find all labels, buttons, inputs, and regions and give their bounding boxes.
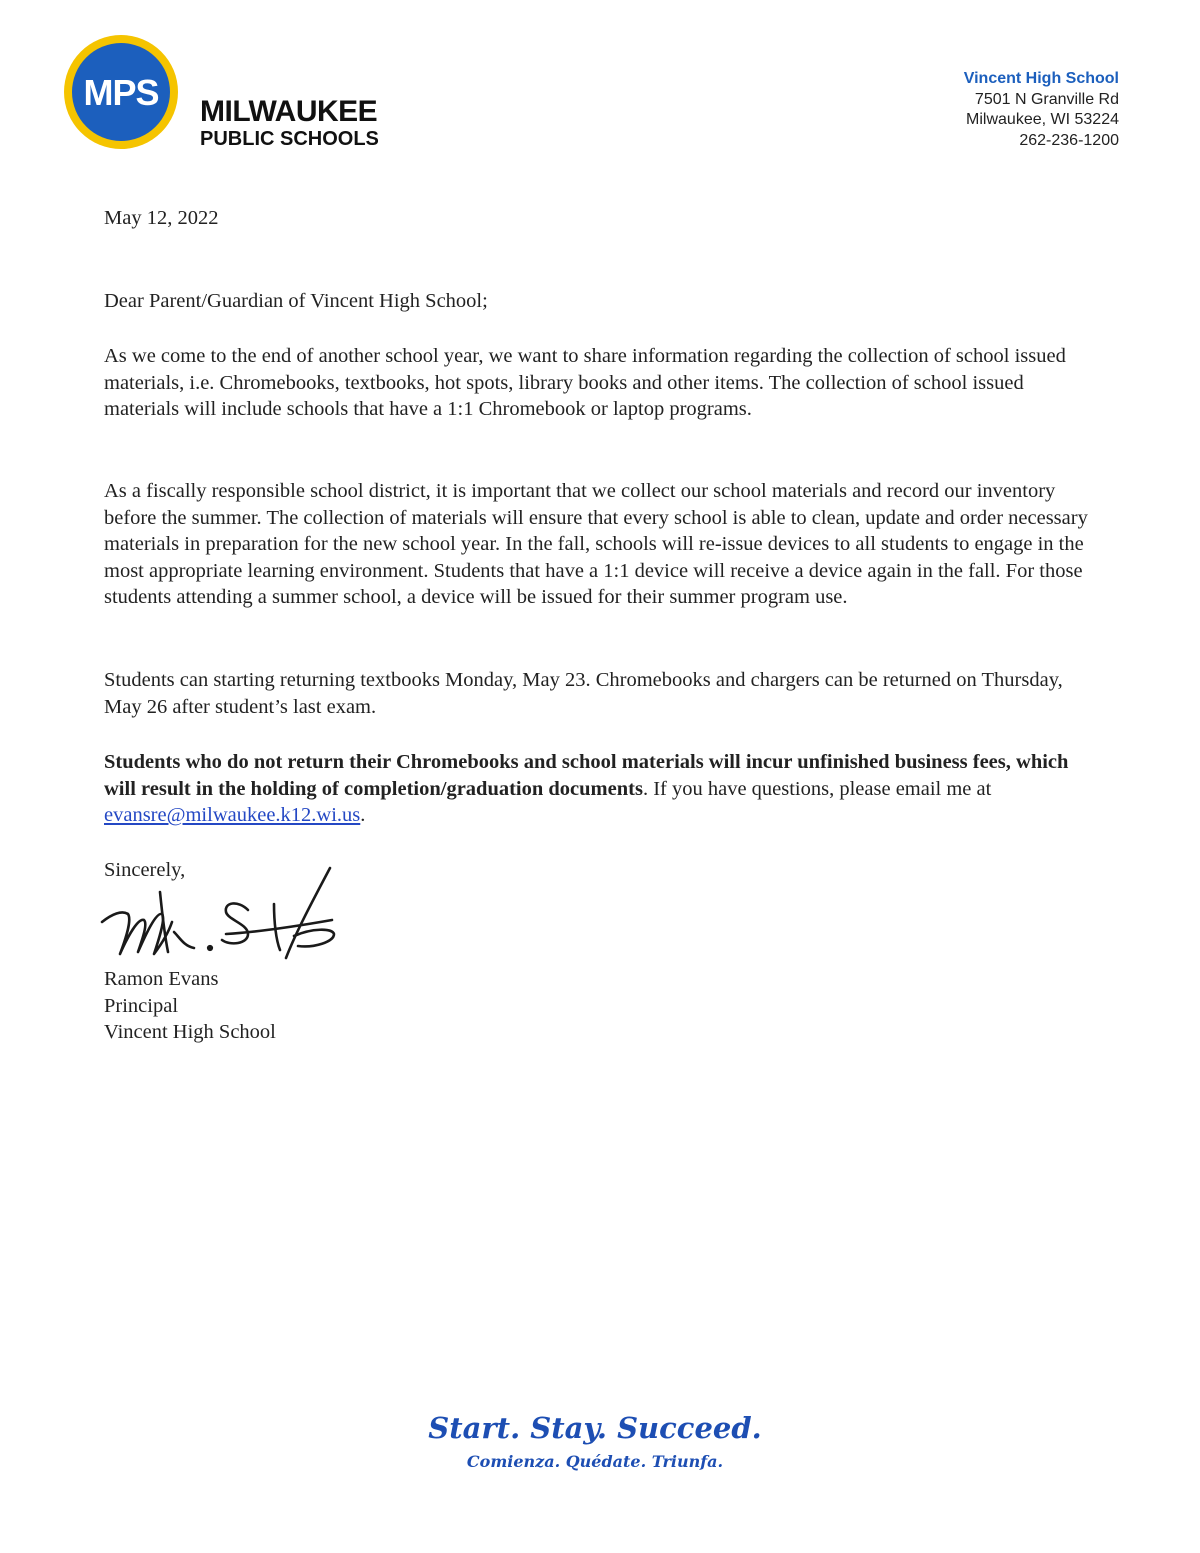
letter-closing: Sincerely, bbox=[104, 859, 186, 881]
contact-text: . If you have questions, please email me at bbox=[642, 777, 992, 800]
fees-warning: Students who do not return their Chromebooks and school materials will incur unfinished business fees, which will result in the holding of completion/graduation documents bbox=[104, 751, 1069, 800]
slogan-english: Start. Stay. Succeed. bbox=[428, 1411, 762, 1445]
mps-logo-emblem bbox=[62, 33, 180, 151]
slogan-spanish: Comienza. Quédate. Triunfa. bbox=[466, 1452, 724, 1471]
mps-logo bbox=[62, 33, 382, 151]
paragraph-fees-notice bbox=[104, 749, 1094, 829]
signature-block bbox=[104, 966, 1094, 1046]
phone-number: 262-236-1200 bbox=[1019, 131, 1119, 149]
signer-name: Ramon Evans bbox=[104, 968, 219, 990]
logo-text: MPS bbox=[83, 72, 159, 113]
handwritten-signature bbox=[98, 862, 343, 962]
signer-school: Vincent High School bbox=[104, 1021, 276, 1043]
logo-district-subtitle: PUBLIC SCHOOLS bbox=[200, 128, 379, 150]
paragraph-collection-info: As we come to the end of another school year, we want to share information regarding the collection of school issued materials, i.e. Chromebooks, textbooks, hot spots, library books and other items. The collection of school issued materials will include schools that have a 1:1 Chromebook or laptop programs. bbox=[104, 345, 1066, 420]
city-state-zip: Milwaukee, WI 53224 bbox=[966, 111, 1119, 128]
letter-date: May 12, 2022 bbox=[104, 207, 219, 229]
paragraph-return-dates: Students can starting returning textbooks Monday, May 23. Chromebooks and chargers can be returned on Thursday, May 26 after student’s last exam. bbox=[104, 669, 1063, 718]
email-link[interactable]: evansre@milwaukee.k12.wi.us bbox=[104, 804, 361, 826]
paragraph-fiscal-responsibility: As a fiscally responsible school district, it is important that we collect our school materials and record our inventory before the summer. The collection of materials will ensure that every school is able to clean, update and order necessary materials in preparation for the new school year. In the fall, schools will re-issue devices to all students to engage in the most appropriate learning environment. Students that have a 1:1 device will receive a device again in the fall. For those students attending a summer school, a device will be issued for their summer program use. bbox=[104, 480, 1088, 608]
school-name: Vincent High School bbox=[963, 70, 1119, 87]
street-address: 7501 N Granville Rd bbox=[974, 90, 1119, 108]
logo-district-name: MILWAUKEE bbox=[200, 95, 378, 128]
signer-title: Principal bbox=[104, 994, 179, 1017]
contact-text-end: . bbox=[360, 804, 366, 826]
letter-greeting: Dear Parent/Guardian of Vincent High School; bbox=[104, 290, 488, 312]
school-address bbox=[964, 69, 1119, 151]
